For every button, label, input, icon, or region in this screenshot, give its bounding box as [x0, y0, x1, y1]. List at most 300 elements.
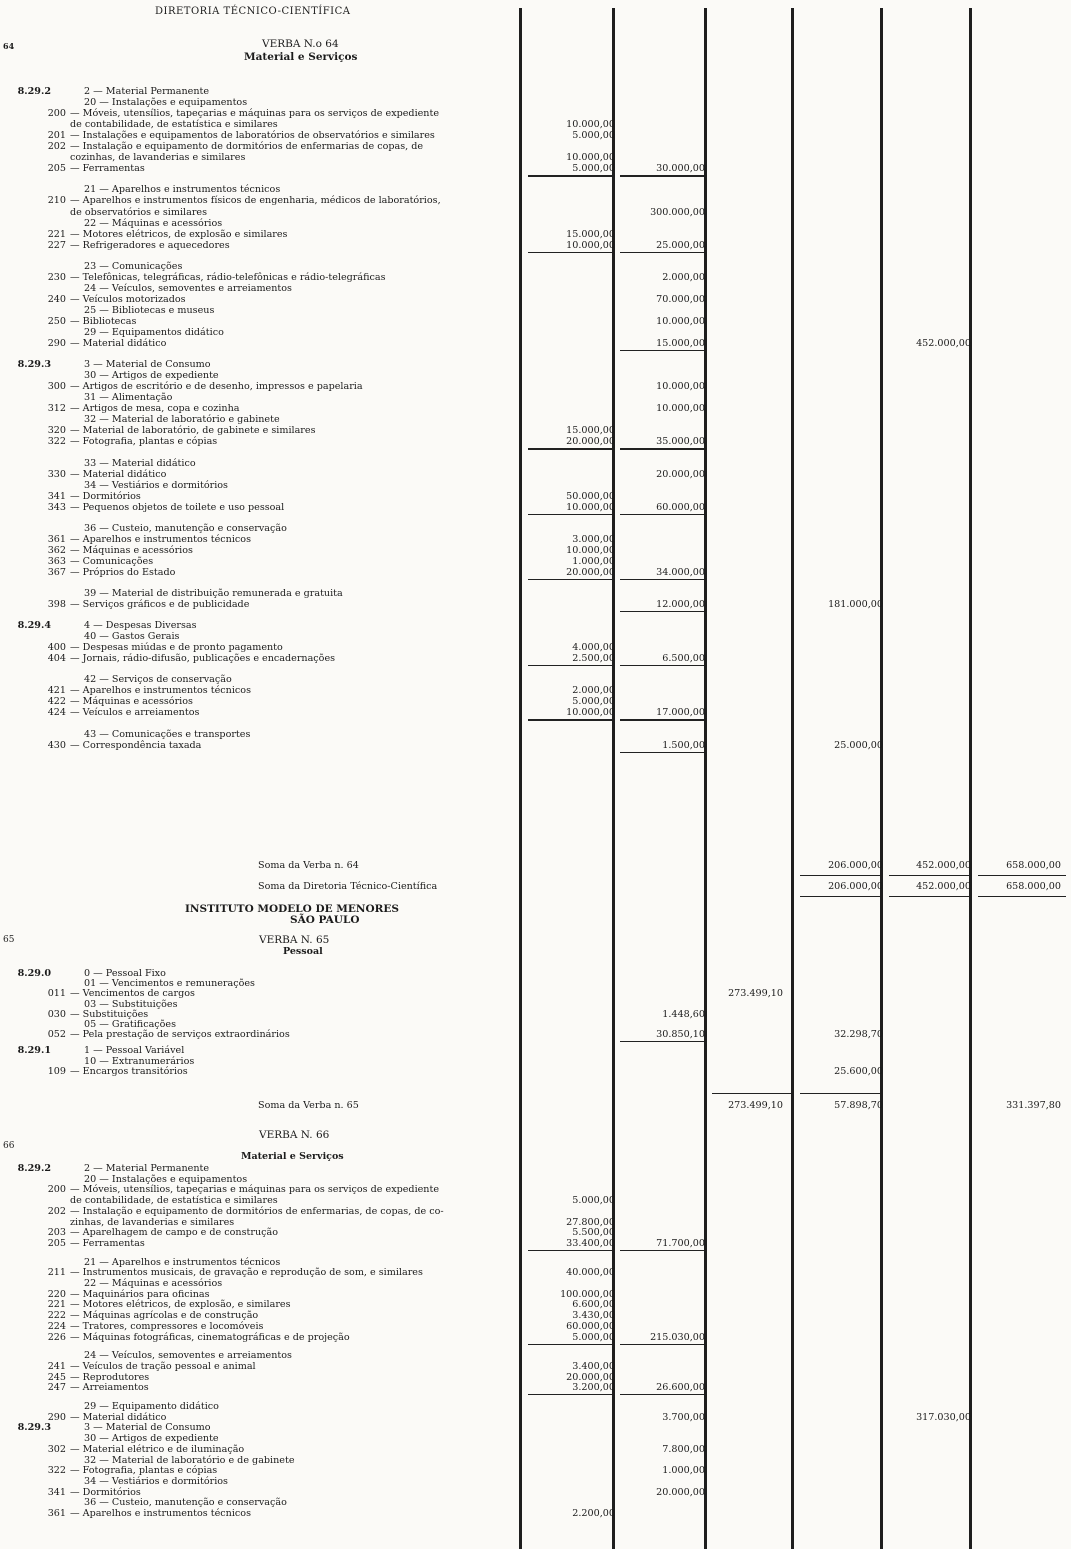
item-description: — Maquinários para oficinas [70, 1288, 210, 1300]
item-description: 36 — Custeio, manutenção e conservação [84, 1497, 287, 1509]
item-description: — Tratores, compressores e locomóveis [70, 1320, 264, 1332]
item-description: — Artigos de mesa, copa e cozinha [70, 403, 240, 415]
item-description: 34 — Vestiários e dormitórios [84, 479, 228, 491]
item-description: — Artigos de escritório e de desenho, impressos e papelaria [70, 381, 363, 393]
item-description: 03 — Substituições [84, 998, 178, 1010]
amount-col-1: 10.000,00 [566, 707, 615, 719]
item-description: 22 — Máquinas e acessórios [84, 1278, 223, 1289]
item-description: 4 — Despesas Diversas [84, 620, 197, 632]
verba-title: VERBA N. 65 [259, 934, 330, 946]
budget-row [0, 1422, 1071, 1433]
item-description: 22 — Máquinas e acessórios [84, 217, 223, 229]
item-description: — Material elétrico e de iluminação [70, 1443, 245, 1455]
budget-row [0, 1163, 1071, 1174]
item-code: 361 [47, 1508, 66, 1519]
section-code: 8.29.4 [17, 620, 51, 632]
budget-row [0, 1195, 1071, 1206]
amount-col-2: 34.000,00 [656, 566, 705, 578]
institute-title: INSTITUTO MODELO DE MENORES [185, 903, 399, 915]
item-description: — Ferramentas [70, 1237, 145, 1249]
item-code: 230 [47, 271, 66, 283]
amount-col-2: 15.000,00 [656, 338, 705, 350]
item-description: — Instalações e equipamentos de laboratórios de observatórios e similares [70, 130, 435, 142]
item-description: 33 — Material didático [84, 457, 196, 469]
budget-row [0, 414, 1071, 425]
budget-row [0, 195, 1071, 206]
item-code: 421 [47, 685, 66, 697]
item-description: zinhas, de lavanderias e similares [70, 1216, 235, 1228]
item-code: 341 [47, 1486, 66, 1498]
item-code: 227 [47, 239, 66, 251]
item-description: cozinhas, de lavanderias e similares [70, 152, 246, 164]
budget-row [0, 381, 1071, 392]
item-description: — Vencimentos de cargos [70, 988, 195, 1000]
amount-col-1: 4.000,00 [572, 642, 615, 654]
item-code: 202 [47, 1205, 66, 1217]
item-description: de contabilidade, de estatística e similares [70, 119, 278, 131]
amount-col-1: 10.000,00 [566, 152, 615, 164]
item-description: 2 — Material Permanente [84, 1163, 210, 1174]
section-code: 8.29.2 [17, 86, 51, 97]
budget-row [0, 272, 1071, 283]
budget-row [0, 1257, 1071, 1268]
item-description: 42 — Serviços de conservação [84, 674, 232, 686]
item-description: 43 — Comunicações e transportes [84, 728, 251, 740]
amount-col-2: 71.700,00 [656, 1237, 705, 1249]
budget-row [0, 108, 1071, 119]
item-description: — Serviços gráficos e de publicidade [70, 599, 250, 611]
amount-col-1: 5.500,00 [572, 1227, 615, 1239]
budget-row [0, 556, 1071, 567]
budget-row [0, 1497, 1071, 1508]
item-description: 29 — Equipamento didático [84, 1401, 219, 1412]
amount-col-1: 15.000,00 [566, 228, 615, 240]
item-description: 29 — Equipamentos didático [84, 327, 224, 338]
item-description: — Aparelhos e instrumentos técnicos [70, 685, 251, 697]
budget-row [0, 163, 1071, 174]
item-description: 32 — Material de laboratório e gabinete [84, 414, 280, 426]
item-description: 30 — Artigos de expediente [84, 1433, 219, 1445]
item-description: — Máquinas fotográficas, cinematográficas e de projeção [70, 1331, 350, 1343]
budget-row [0, 1174, 1071, 1185]
budget-row [0, 1238, 1071, 1249]
item-code: 241 [47, 1360, 66, 1372]
sum-row: Soma da Verba n. 64 206.000,00 452.000,00 658.000,00 [258, 860, 1061, 871]
item-code: 361 [47, 533, 66, 545]
amount-col-1: 20.000,00 [566, 436, 615, 448]
item-description: — Material didático [70, 1411, 167, 1423]
amount-col-2: 1.500,00 [662, 739, 705, 751]
amount-col-1: 5.000,00 [572, 1331, 615, 1343]
amount-col-1: 33.400,00 [566, 1237, 615, 1249]
item-code: 030 [47, 1008, 66, 1020]
budget-row [0, 729, 1071, 740]
amount-col-1: 20.000,00 [566, 1371, 615, 1383]
amount-col-1: 2.500,00 [572, 653, 615, 665]
budget-row [0, 545, 1071, 556]
budget-row [0, 1465, 1071, 1476]
item-code: 240 [47, 293, 66, 305]
item-description: 34 — Vestiários e dormitórios [84, 1475, 228, 1487]
item-code: 341 [47, 490, 66, 502]
budget-row [0, 1310, 1071, 1321]
item-code: 343 [47, 501, 66, 513]
budget-row [0, 534, 1071, 545]
item-description: — Móveis, utensílios, tapeçarias e máquinas para os serviços de expediente [70, 108, 440, 120]
verba-title: VERBA N.o 64 [262, 38, 339, 50]
budget-row [0, 469, 1071, 480]
item-code: 221 [47, 1299, 66, 1311]
amount-col-2: 20.000,00 [656, 468, 705, 480]
amount-col-1: 5.000,00 [572, 130, 615, 142]
item-description: 3 — Material de Consumo [84, 1422, 211, 1434]
budget-row [0, 152, 1071, 163]
item-description: — Substituições [70, 1008, 149, 1020]
item-code: 201 [47, 130, 66, 142]
item-description: — Telefônicas, telegráficas, rádio-telefônicas e rádio-telegráficas [70, 271, 386, 283]
amount-col-2: 70.000,00 [656, 293, 705, 305]
item-code: 302 [47, 1443, 66, 1455]
budget-row [0, 261, 1071, 272]
item-code: 011 [47, 988, 66, 1000]
section-code: 8.29.1 [17, 1045, 51, 1057]
item-code: 200 [47, 1184, 66, 1196]
item-code: 404 [47, 653, 66, 665]
item-code: 247 [47, 1382, 66, 1394]
item-description: 39 — Material de distribuição remunerada e gratuita [84, 588, 343, 599]
item-description: — Aparelhos e instrumentos técnicos [70, 1508, 251, 1519]
item-code: 210 [47, 195, 66, 207]
budget-row [0, 653, 1071, 664]
budget-row [0, 240, 1071, 251]
budget-row [0, 1299, 1071, 1310]
item-code: 367 [47, 566, 66, 578]
verba-title: VERBA N. 66 [259, 1129, 330, 1141]
amount-col-2: 35.000,00 [656, 436, 705, 448]
amount-col-5: 452.000,00 [916, 338, 971, 350]
item-description: — Encargos transitórios [70, 1065, 188, 1077]
amount-col-1: 15.000,00 [566, 425, 615, 437]
item-description: — Instalação e equipamento de dormitórios de enfermarias, de copas, de co- [70, 1205, 444, 1217]
amount-col-1: 5.000,00 [572, 163, 615, 175]
budget-row [0, 696, 1071, 707]
item-code: 250 [47, 315, 66, 327]
budget-row [0, 1184, 1071, 1195]
budget-row [0, 184, 1071, 195]
item-description: 40 — Gastos Gerais [84, 631, 180, 643]
amount-col-1: 10.000,00 [566, 501, 615, 513]
budget-row [0, 316, 1071, 327]
item-description: — Dormitórios [70, 1486, 141, 1498]
budget-row [0, 1412, 1071, 1423]
item-code: 220 [47, 1288, 66, 1300]
item-description: — Veículos motorizados [70, 293, 186, 305]
item-code: 290 [47, 338, 66, 350]
item-description: 36 — Custeio, manutenção e conservação [84, 522, 287, 534]
item-description: — Aparelhagem de campo e de construção [70, 1227, 278, 1239]
budget-row [0, 1332, 1071, 1343]
item-code: 200 [47, 108, 66, 120]
item-description: 01 — Vencimentos e remunerações [84, 978, 255, 990]
amount-col-1: 5.000,00 [572, 696, 615, 708]
item-code: 224 [47, 1320, 66, 1332]
budget-row [0, 1444, 1071, 1455]
budget-row [0, 1350, 1071, 1361]
verba-subtitle: Material e Serviços [241, 1151, 344, 1162]
section-code: 8.29.3 [17, 1422, 51, 1434]
amount-col-2: 1.448,60 [662, 1008, 705, 1020]
amount-col-1: 3.400,00 [572, 1360, 615, 1372]
amount-col-2: 30.000,00 [656, 163, 705, 175]
item-description: — Material didático [70, 338, 167, 350]
item-description: — Dormitórios [70, 490, 141, 502]
budget-row [0, 119, 1071, 130]
item-description: 10 — Extranumerários [84, 1055, 195, 1067]
budget-row [0, 480, 1071, 491]
budget-row [0, 599, 1071, 610]
amount-col-2: 7.800,00 [662, 1443, 705, 1455]
budget-row [0, 392, 1071, 403]
item-description: — Motores elétricos, de explosão, e similares [70, 1299, 291, 1311]
budget-row [0, 631, 1071, 642]
budget-row [0, 1066, 1071, 1077]
item-code: 222 [47, 1310, 66, 1322]
amount-col-5: 317.030,00 [916, 1411, 971, 1423]
budget-row [0, 523, 1071, 534]
budget-row [0, 218, 1071, 229]
item-description: 21 — Aparelhos e instrumentos técnicos [84, 184, 281, 196]
amount-col-1: 3.200,00 [572, 1382, 615, 1394]
item-code: 312 [47, 403, 66, 415]
budget-row [0, 1029, 1071, 1040]
amount-col-2: 20.000,00 [656, 1486, 705, 1498]
item-description: 2 — Material Permanente [84, 86, 210, 97]
item-description: — Pela prestação de serviços extraordinários [70, 1029, 290, 1041]
amount-col-4: 25.600,00 [834, 1065, 883, 1077]
budget-row [0, 338, 1071, 349]
page-header: DIRETORIA TÉCNICO-CIENTÍFICA [155, 6, 351, 17]
budget-row [0, 707, 1071, 718]
item-description: — Motores elétricos, de explosão e similares [70, 228, 288, 240]
item-code: 221 [47, 228, 66, 240]
amount-col-3: 273.499,10 [728, 988, 783, 1000]
item-description: — Veículos e arreiamentos [70, 707, 200, 719]
budget-row [0, 674, 1071, 685]
amount-col-2: 2.000,00 [662, 271, 705, 283]
amount-col-2: 10.000,00 [656, 403, 705, 415]
sum-row: Soma da Diretoria Técnico-Científica 206.000,00 452.000,00 658.000,00 [258, 881, 1061, 892]
item-description: — Próprios do Estado [70, 566, 176, 578]
item-description: — Jornais, rádio-difusão, publicações e encadernações [70, 653, 336, 665]
budget-row [0, 1382, 1071, 1393]
budget-row [0, 425, 1071, 436]
budget-row [0, 642, 1071, 653]
budget-row [0, 141, 1071, 152]
budget-row [0, 1289, 1071, 1300]
section-code: 8.29.3 [17, 359, 51, 371]
item-description: — Pequenos objetos de toilete e uso pessoal [70, 501, 285, 513]
verba-subtitle: Material e Serviços [244, 51, 358, 63]
budget-row [0, 359, 1071, 370]
item-description: 30 — Artigos de expediente [84, 370, 219, 382]
budget-row [0, 1217, 1071, 1228]
item-description: — Reprodutores [70, 1371, 150, 1383]
budget-row [0, 1267, 1071, 1278]
budget-row [0, 491, 1071, 502]
item-description: — Bibliotecas [70, 315, 137, 327]
budget-row [0, 740, 1071, 751]
budget-row [0, 130, 1071, 141]
budget-row [0, 283, 1071, 294]
item-description: 21 — Aparelhos e instrumentos técnicos [84, 1256, 281, 1268]
amount-col-1: 60.000,00 [566, 1320, 615, 1332]
budget-row [0, 588, 1071, 599]
item-description: — Móveis, utensílios, tapeçarias e máquinas para os serviços de expediente [70, 1184, 440, 1196]
item-description: 0 — Pessoal Fixo [84, 968, 166, 979]
budget-row [0, 229, 1071, 240]
item-description: 20 — Instalações e equipamentos [84, 97, 248, 109]
item-code: 362 [47, 544, 66, 556]
item-description: 3 — Material de Consumo [84, 359, 211, 371]
item-code: 205 [47, 163, 66, 175]
page-number: 66 [3, 1141, 15, 1151]
budget-row [0, 327, 1071, 338]
verba-subtitle: Pessoal [283, 946, 323, 957]
budget-row [0, 1227, 1071, 1238]
budget-row [0, 620, 1071, 631]
item-description: 24 — Veículos, semoventes e arreiamentos [84, 282, 292, 294]
amount-col-2: 17.000,00 [656, 707, 705, 719]
item-code: 424 [47, 707, 66, 719]
item-description: — Comunicações [70, 555, 154, 567]
item-description: — Instalação e equipamento de dormitórios de enfermarias de copas, de [70, 141, 424, 153]
section-code: 8.29.2 [17, 1163, 51, 1174]
item-code: 330 [47, 468, 66, 480]
item-description: — Máquinas agrícolas e de construção [70, 1310, 259, 1322]
budget-row [0, 458, 1071, 469]
item-code: 245 [47, 1371, 66, 1383]
amount-col-1: 50.000,00 [566, 490, 615, 502]
budget-row [0, 1508, 1071, 1519]
budget-row [0, 1433, 1071, 1444]
amount-col-1: 20.000,00 [566, 566, 615, 578]
item-description: — Fotografia, plantas e cópias [70, 1465, 218, 1477]
amount-col-4: 25.000,00 [834, 739, 883, 751]
item-description: — Aparelhos e instrumentos físicos de engenharia, médicos de laboratórios, [70, 195, 441, 207]
item-code: 300 [47, 381, 66, 393]
amount-col-2: 300.000,00 [650, 206, 705, 218]
item-description: 32 — Material de laboratório e de gabinete [84, 1454, 295, 1466]
item-description: 20 — Instalações e equipamentos [84, 1173, 248, 1185]
item-description: — Ferramentas [70, 163, 145, 175]
amount-col-2: 215.030,00 [650, 1331, 705, 1343]
budget-row [0, 1321, 1071, 1332]
amount-col-2: 3.700,00 [662, 1411, 705, 1423]
item-description: — Máquinas e acessórios [70, 696, 193, 708]
item-code: 430 [47, 739, 66, 751]
amount-col-1: 10.000,00 [566, 544, 615, 556]
item-description: 31 — Alimentação [84, 392, 173, 404]
amount-col-2: 1.000,00 [662, 1465, 705, 1477]
amount-col-1: 40.000,00 [566, 1267, 615, 1279]
item-code: 211 [47, 1267, 66, 1279]
budget-row [0, 502, 1071, 513]
budget-row [0, 86, 1071, 97]
budget-row [0, 294, 1071, 305]
item-description: — Fotografia, plantas e cópias [70, 436, 218, 448]
item-code: 202 [47, 141, 66, 153]
budget-row [0, 1278, 1071, 1289]
amount-col-2: 10.000,00 [656, 381, 705, 393]
budget-row [0, 567, 1071, 578]
item-description: — Material didático [70, 468, 167, 480]
item-description: — Material de laboratório, de gabinete e similares [70, 425, 316, 437]
amount-col-1: 1.000,00 [572, 555, 615, 567]
item-description: — Arreiamentos [70, 1382, 149, 1394]
institute-subtitle: SÃO PAULO [290, 914, 360, 926]
amount-col-4: 32.298,70 [834, 1029, 883, 1041]
item-code: 322 [47, 436, 66, 448]
amount-col-2: 10.000,00 [656, 315, 705, 327]
page-number: 65 [3, 935, 15, 945]
budget-row [0, 1206, 1071, 1217]
amount-col-2: 26.600,00 [656, 1382, 705, 1394]
amount-col-2: 6.500,00 [662, 653, 705, 665]
item-description: — Máquinas e acessórios [70, 544, 193, 556]
item-description: — Veículos de tração pessoal e animal [70, 1360, 256, 1372]
section-code: 8.29.0 [17, 968, 51, 979]
item-description: de contabilidade, de estatística e similares [70, 1195, 278, 1207]
item-code: 290 [47, 1411, 66, 1423]
budget-row [0, 207, 1071, 218]
item-code: 398 [47, 599, 66, 611]
item-description: — Refrigeradores e aquecedores [70, 239, 230, 251]
item-description: — Correspondência taxada [70, 739, 202, 751]
amount-col-1: 10.000,00 [566, 239, 615, 251]
item-description: — Despesas miúdas e de pronto pagamento [70, 642, 283, 654]
item-description: 25 — Bibliotecas e museus [84, 304, 215, 316]
amount-col-4: 181.000,00 [828, 599, 883, 611]
amount-col-1: 3.430,00 [572, 1310, 615, 1322]
amount-col-2: 30.850,10 [656, 1029, 705, 1041]
budget-row [0, 1372, 1071, 1383]
amount-col-1: 3.000,00 [572, 533, 615, 545]
amount-col-2: 25.000,00 [656, 239, 705, 251]
amount-col-1: 2.000,00 [572, 685, 615, 697]
item-code: 203 [47, 1227, 66, 1239]
item-code: 109 [47, 1065, 66, 1077]
item-description: 1 — Pessoal Variável [84, 1045, 185, 1057]
amount-col-2: 60.000,00 [656, 501, 705, 513]
amount-col-1: 10.000,00 [566, 119, 615, 131]
item-description: de observatórios e similares [70, 206, 208, 218]
item-description: — Instrumentos musicais, de gravação e reprodução de som, e similares [70, 1267, 423, 1279]
item-code: 400 [47, 642, 66, 654]
budget-row [0, 1476, 1071, 1487]
item-code: 205 [47, 1237, 66, 1249]
budget-row [0, 685, 1071, 696]
amount-col-2: 12.000,00 [656, 599, 705, 611]
budget-row [0, 1487, 1071, 1498]
page-number: 64 [3, 41, 15, 51]
budget-row [0, 1361, 1071, 1372]
amount-col-1: 6.600,00 [572, 1299, 615, 1311]
item-description: — Aparelhos e instrumentos técnicos [70, 533, 251, 545]
amount-col-1: 27.800,00 [566, 1216, 615, 1228]
item-code: 226 [47, 1331, 66, 1343]
item-description: 05 — Gratificações [84, 1019, 177, 1030]
budget-row [0, 1455, 1071, 1466]
